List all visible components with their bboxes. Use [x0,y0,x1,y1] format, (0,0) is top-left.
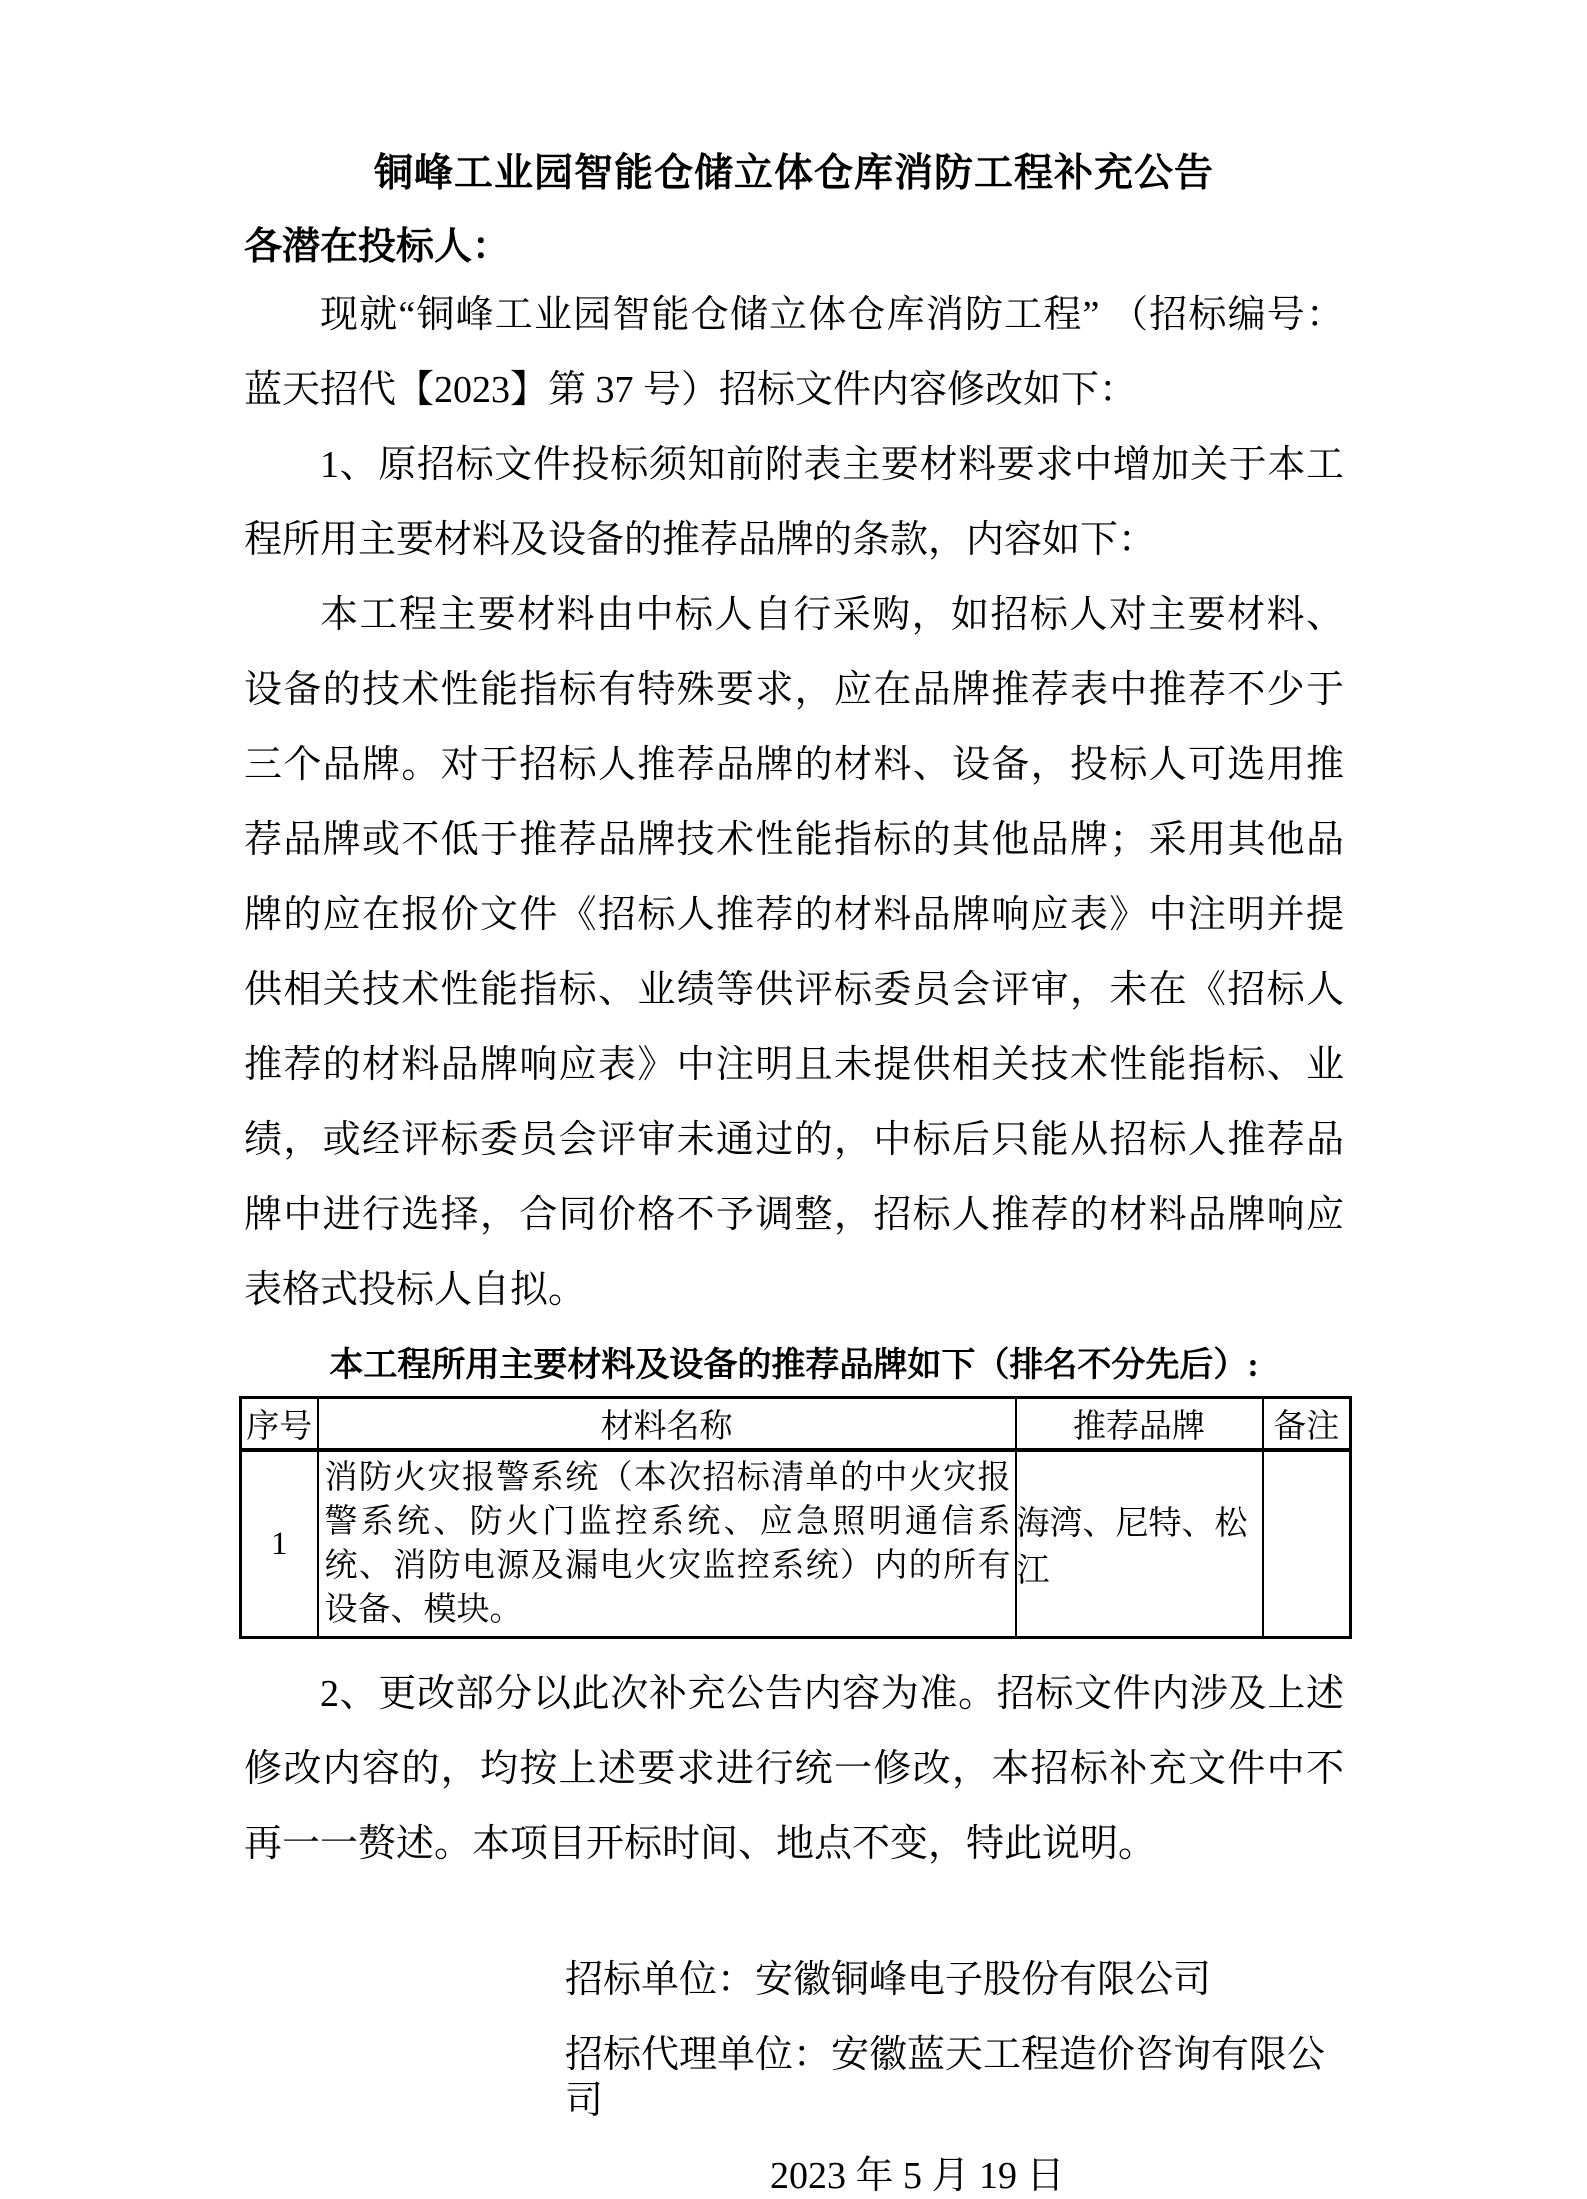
table-header-material: 材料名称 [318,1398,1016,1451]
cell-material: 消防火灾报警系统（本次招标清单的中火灾报警系统、防火门监控系统、应急照明通信系统、消防电源及漏电火灾监控系统）内的所有设备、模块。 [318,1450,1016,1638]
document-content [244,0,1344,2199]
paragraph-item-1: 1、原招标文件投标须知前附表主要材料要求中增加关于本工程所用主要材料及设备的推荐品牌的条款，内容如下： [244,444,1344,561]
agency-line: 招标代理单位：安徽蓝天工程造价咨询有限公司 [565,2034,1326,2122]
salutation: 各潜在投标人： [244,226,511,268]
table-header-seq: 序号 [241,1398,318,1451]
tenderer-line: 招标单位：安徽铜峰电子股份有限公司 [565,1959,1212,2001]
paragraph-intro: 现就“铜峰工业园智能仓储立体仓库消防工程” （招标编号：蓝天招代【2023】第 37 号）招标文件内容修改如下： [244,294,1344,411]
paragraph-material-terms: 本工程主要材料由中标人自行采购，如招标人对主要材料、设备的技术性能指标有特殊要求，应在品牌推荐表中推荐不少于三个品牌。对于招标人推荐品牌的材料、设备，投标人可选用推荐品牌或不低于推荐品牌技术性能指标的其他品牌；采用其他品牌的应在报价文件《招标人推荐的材料品牌响应表》中注明并提供相关技术性能指标、业绩等供评标委员会评审，未在《招标人推荐的材料品牌响应表》中注明且未提供相关技术性能指标、业绩，或经评标委员会评审未通过的，中标后只能从招标人推荐品牌中进行选择，合同价格不予调整，招标人推荐的材料品牌响应表格式投标人自拟。 [244,594,1344,1311]
paragraph-closing: 2、更改部分以此次补充公告内容为准。招标文件内涉及上述修改内容的，均按上述要求进行统一修改，本招标补充文件中不再一一赘述。本项目开标时间、地点不变，特此说明。 [244,1673,1344,1865]
table-intro: 本工程所用主要材料及设备的推荐品牌如下（排名不分先后）: [329,1347,1259,1384]
cell-seq: 1 [241,1450,318,1638]
table-header-note: 备注 [1263,1398,1351,1451]
document-title: 铜峰工业园智能仓储立体仓库消防工程补充公告 [373,152,1214,195]
table-header-row [241,1398,1351,1451]
recommended-brands-table [239,1396,1352,1639]
table-header-brand: 推荐品牌 [1016,1398,1263,1451]
date-line: 2023 年 5 月 19 日 [770,2155,1065,2197]
cell-brand: 海湾、尼特、松江 [1016,1450,1263,1638]
cell-note [1263,1450,1351,1638]
table-row [241,1450,1351,1638]
